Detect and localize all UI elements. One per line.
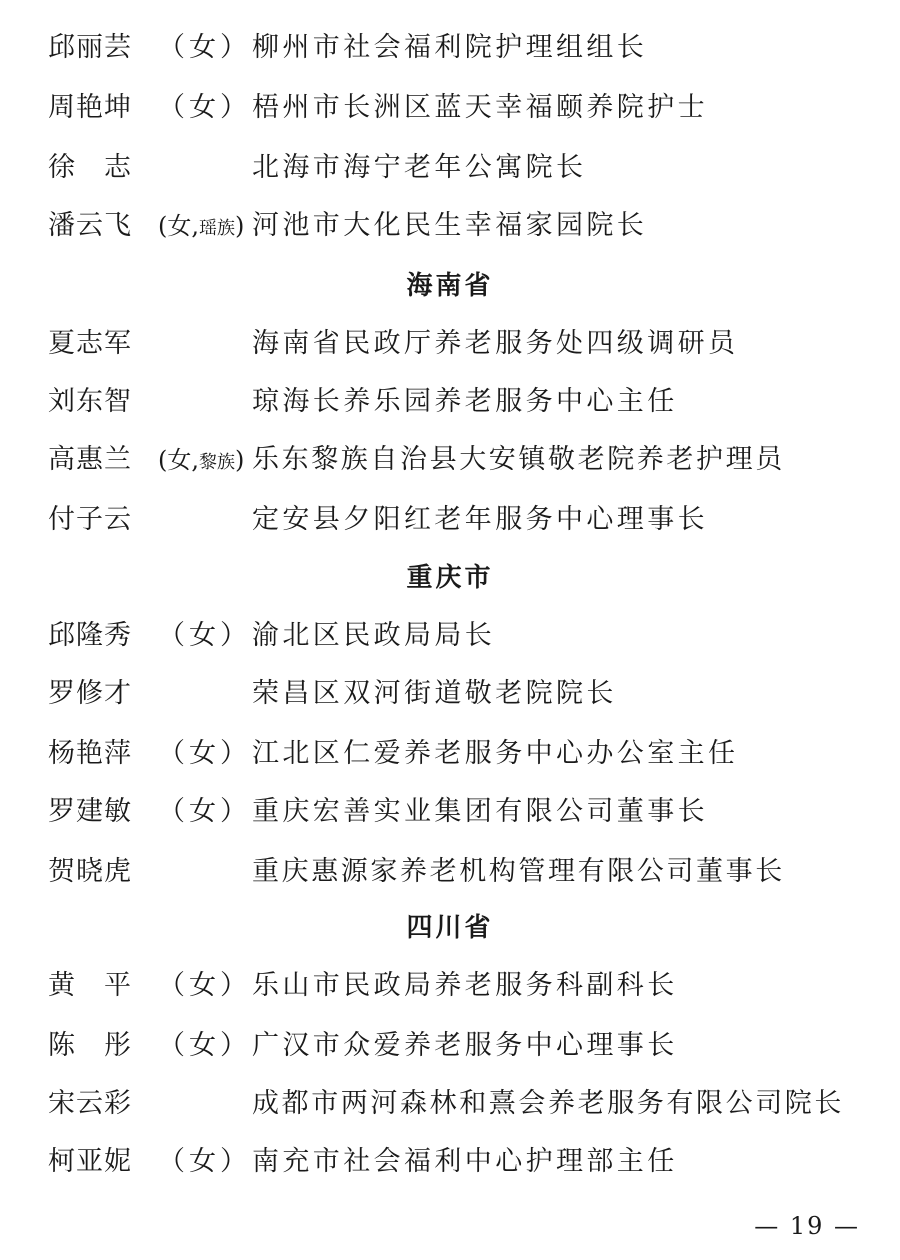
list-item	[0, 614, 900, 658]
list-item	[0, 732, 900, 776]
person-position: 柳州市社会福利院护理组组长	[252, 32, 648, 63]
list-item	[0, 672, 900, 716]
person-position: 琼海长养乐园养老服务中心主任	[252, 386, 678, 417]
person-name: 潘云飞	[48, 210, 132, 241]
list-item	[0, 1140, 900, 1184]
note-prefix: (女,	[158, 212, 199, 240]
person-name: 付子云	[48, 504, 132, 535]
person-position: 广汉市众爱养老服务中心理事长	[252, 1030, 678, 1061]
person-name: 柯亚妮	[48, 1146, 132, 1177]
person-name: 徐 志	[48, 152, 132, 183]
list-item	[0, 86, 900, 130]
note-prefix: (女,	[158, 446, 199, 474]
section-heading-hainan: 海南省	[406, 271, 494, 301]
ethnicity-label: 黎族	[199, 452, 235, 473]
person-note: （女）	[158, 92, 251, 123]
person-position: 渝北区民政局局长	[252, 620, 496, 651]
list-item	[0, 850, 900, 894]
list-item	[0, 204, 900, 248]
person-position: 重庆惠源家养老机构管理有限公司董事长	[252, 856, 785, 887]
ethnicity-label: 瑶族	[199, 218, 235, 239]
person-note	[158, 204, 258, 251]
person-name: 邱丽芸	[48, 32, 132, 63]
list-item	[0, 380, 900, 424]
person-name: 夏志军	[48, 328, 132, 359]
person-name: 贺晓虎	[48, 856, 132, 887]
list-item	[0, 498, 900, 542]
person-position: 定安县夕阳红老年服务中心理事长	[252, 504, 708, 535]
page-number: — 19 —	[754, 1212, 860, 1240]
person-name: 罗建敏	[48, 796, 132, 827]
person-name: 宋云彩	[48, 1088, 132, 1119]
person-note: （女）	[158, 796, 251, 827]
list-item	[0, 146, 900, 190]
list-item	[0, 322, 900, 366]
person-note: （女）	[158, 738, 251, 769]
person-position: 成都市两河森林和熹会养老服务有限公司院长	[252, 1088, 844, 1119]
list-item	[0, 1024, 900, 1068]
person-position: 江北区仁爱养老服务中心办公室主任	[252, 738, 739, 769]
person-name: 杨艳萍	[48, 738, 132, 769]
list-item	[0, 1082, 900, 1126]
person-name: 黄 平	[48, 970, 132, 1001]
person-note: （女）	[158, 1030, 251, 1061]
person-name: 刘东智	[48, 386, 132, 417]
person-name: 周艳坤	[48, 92, 132, 123]
person-position: 荣昌区双河街道敬老院院长	[252, 678, 617, 709]
note-suffix: )	[235, 212, 245, 240]
person-name: 高惠兰	[48, 444, 132, 475]
list-item	[0, 790, 900, 834]
person-name: 陈 彤	[48, 1030, 132, 1061]
person-note: （女）	[158, 32, 251, 63]
list-item	[0, 964, 900, 1008]
section-heading-sichuan: 四川省	[406, 913, 494, 943]
person-position: 海南省民政厅养老服务处四级调研员	[252, 328, 739, 359]
list-item	[0, 438, 900, 482]
list-item	[0, 26, 900, 70]
person-position: 北海市海宁老年公寓院长	[252, 152, 587, 183]
person-name: 罗修才	[48, 678, 132, 709]
person-position: 梧州市长洲区蓝天幸福颐养院护士	[252, 92, 708, 123]
section-heading-chongqing: 重庆市	[406, 563, 494, 593]
note-suffix: )	[235, 446, 245, 474]
person-note: （女）	[158, 620, 251, 651]
person-note: （女）	[158, 1146, 251, 1177]
person-position: 河池市大化民生幸福家园院长	[252, 210, 648, 241]
person-position: 乐东黎族自治县大安镇敬老院养老护理员	[252, 444, 785, 475]
person-note	[158, 438, 258, 485]
person-note: （女）	[158, 970, 251, 1001]
person-position: 南充市社会福利中心护理部主任	[252, 1146, 678, 1177]
person-position: 重庆宏善实业集团有限公司董事长	[252, 796, 708, 827]
person-name: 邱隆秀	[48, 620, 132, 651]
person-position: 乐山市民政局养老服务科副科长	[252, 970, 678, 1001]
